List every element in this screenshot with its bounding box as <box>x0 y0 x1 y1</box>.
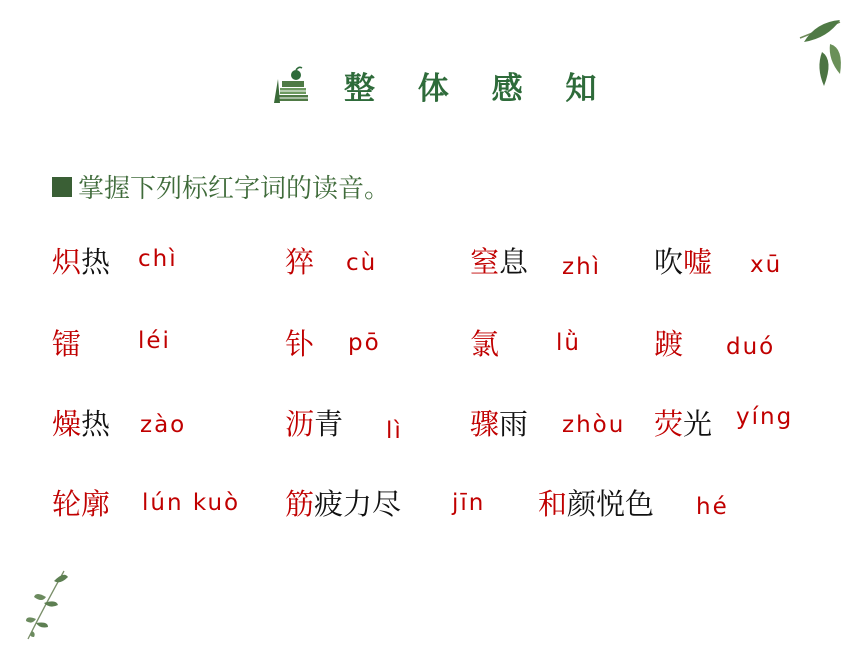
highlight-char: 燥 <box>52 407 82 441</box>
pinyin-label: jīn <box>452 490 486 516</box>
word-item <box>52 487 111 521</box>
word-item <box>285 487 402 521</box>
plain-char: 热 <box>81 245 111 279</box>
plain-char: 颜悦色 <box>567 487 655 521</box>
pinyin-label: xū <box>750 252 783 278</box>
highlight-char: 镭 <box>52 327 82 361</box>
word-item <box>538 487 655 521</box>
word-item <box>285 327 315 361</box>
pinyin-label: hé <box>696 494 729 520</box>
pinyin-label: duó <box>726 334 776 360</box>
highlight-char: 氯 <box>470 327 500 361</box>
pinyin-label: lún kuò <box>142 490 241 516</box>
pinyin-label: cù <box>346 250 378 276</box>
page-title: 整 体 感 知 <box>344 70 613 107</box>
highlight-char: 骤 <box>470 407 500 441</box>
books-apple-icon <box>272 65 312 105</box>
pinyin-label: pō <box>348 330 381 356</box>
word-item <box>470 245 529 279</box>
word-item <box>52 245 111 279</box>
plain-char: 热 <box>81 407 111 441</box>
instruction-line <box>52 168 390 205</box>
pinyin-label: zào <box>140 412 187 438</box>
pinyin-label: zhòu <box>562 412 626 438</box>
highlight-char: 猝 <box>285 245 315 279</box>
word-item <box>470 327 500 361</box>
highlight-char: 和 <box>538 487 568 521</box>
section-header <box>272 62 612 108</box>
word-item <box>654 327 684 361</box>
word-item <box>285 407 344 441</box>
pinyin-label: chì <box>138 246 178 272</box>
leaf-branch-icon <box>24 567 72 641</box>
word-item <box>52 327 82 361</box>
pinyin-label: lǜ <box>556 330 581 356</box>
plain-char: 雨 <box>499 407 529 441</box>
highlight-char: 钋 <box>285 327 315 361</box>
highlight-char: 炽 <box>52 245 82 279</box>
highlight-char: 筋 <box>285 487 315 521</box>
plain-char: 青 <box>314 407 344 441</box>
leaf-branch-icon <box>794 8 846 88</box>
pinyin-label: léi <box>138 328 171 354</box>
pinyin-label: zhì <box>562 254 602 280</box>
plain-char: 吹 <box>654 245 684 279</box>
highlight-char: 窒 <box>470 245 500 279</box>
plain-char: 光 <box>683 407 713 441</box>
highlight-char: 荧 <box>654 407 684 441</box>
plain-char: 疲力尽 <box>314 487 402 521</box>
word-item <box>470 407 529 441</box>
word-item <box>654 407 713 441</box>
instruction-text: 掌握下列标红字词的读音。 <box>78 174 391 204</box>
highlight-char: 嘘 <box>683 245 713 279</box>
pinyin-label: lì <box>386 418 403 444</box>
square-bullet <box>52 177 72 197</box>
highlight-char: 踱 <box>654 327 684 361</box>
word-item <box>654 245 713 279</box>
highlight-char: 轮廓 <box>52 487 111 521</box>
plain-char: 息 <box>499 245 529 279</box>
highlight-char: 沥 <box>285 407 315 441</box>
word-item <box>52 407 111 441</box>
pinyin-label: yíng <box>736 404 794 430</box>
word-item <box>285 245 315 279</box>
